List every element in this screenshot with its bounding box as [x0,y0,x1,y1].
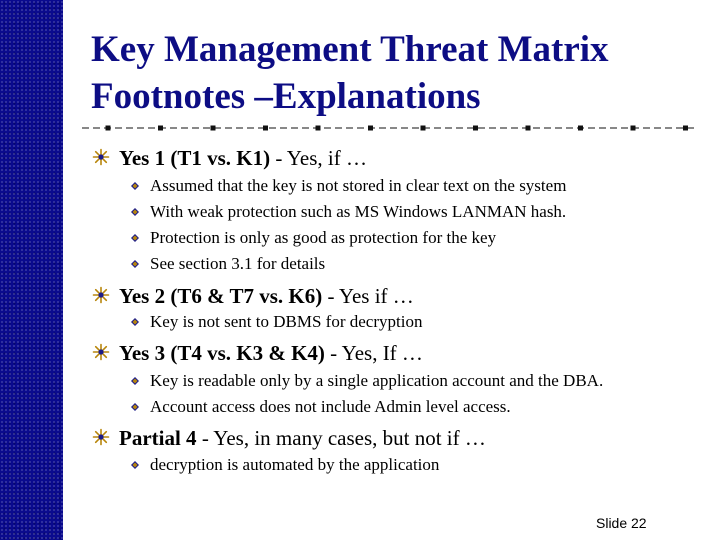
diamond-bullet-icon [131,318,139,326]
diamond-bullet-icon [131,403,139,411]
sub-bullet-text: Assumed that the key is not stored in clear text on the system [150,176,567,195]
item-4-text: - Yes, in many cases, but not if … [196,426,486,450]
star-bullet-icon [92,428,110,446]
sub-bullet-text: Account access does not include Admin level access. [150,397,511,416]
sub-bullet-text: Key is not sent to DBMS for decryption [150,312,423,331]
diamond-bullet-icon [131,260,139,268]
sub-bullet-text: Protection is only as good as protection for the key [150,228,497,247]
slide-number: Slide 22 [596,515,647,531]
diamond-bullet-icon [131,377,139,385]
star-bullet-icon [92,148,110,166]
diamond-bullet-icon [131,234,139,242]
item-2-text: - Yes if … [322,284,414,308]
sub-bullet-text: With weak protection such as MS Windows LANMAN hash. [150,202,567,221]
item-3-heading: Yes 3 (T4 vs. K3 & K4) [119,341,325,365]
title-line-2: Footnotes –Explanations [91,76,481,117]
item-1-text: - Yes, if … [270,146,367,170]
item-2-heading: Yes 2 (T6 & T7 vs. K6) [119,284,323,308]
title-line-1: Key Management Threat Matrix [91,29,609,70]
diamond-bullet-icon [131,208,139,216]
sub-bullet-text: decryption is automated by the application [150,455,440,474]
diamond-bullet-icon [131,461,139,469]
item-3-text: - Yes, If … [324,341,423,365]
sub-bullet-text: Key is readable only by a single application account and the DBA. [150,371,604,390]
star-bullet-icon [92,286,110,304]
item-1-heading: Yes 1 (T1 vs. K1) [119,146,271,170]
star-bullet-icon [92,343,110,361]
item-4-heading: Partial 4 [119,426,197,450]
sub-bullet-text: See section 3.1 for details [150,254,326,273]
diamond-bullet-icon [131,182,139,190]
